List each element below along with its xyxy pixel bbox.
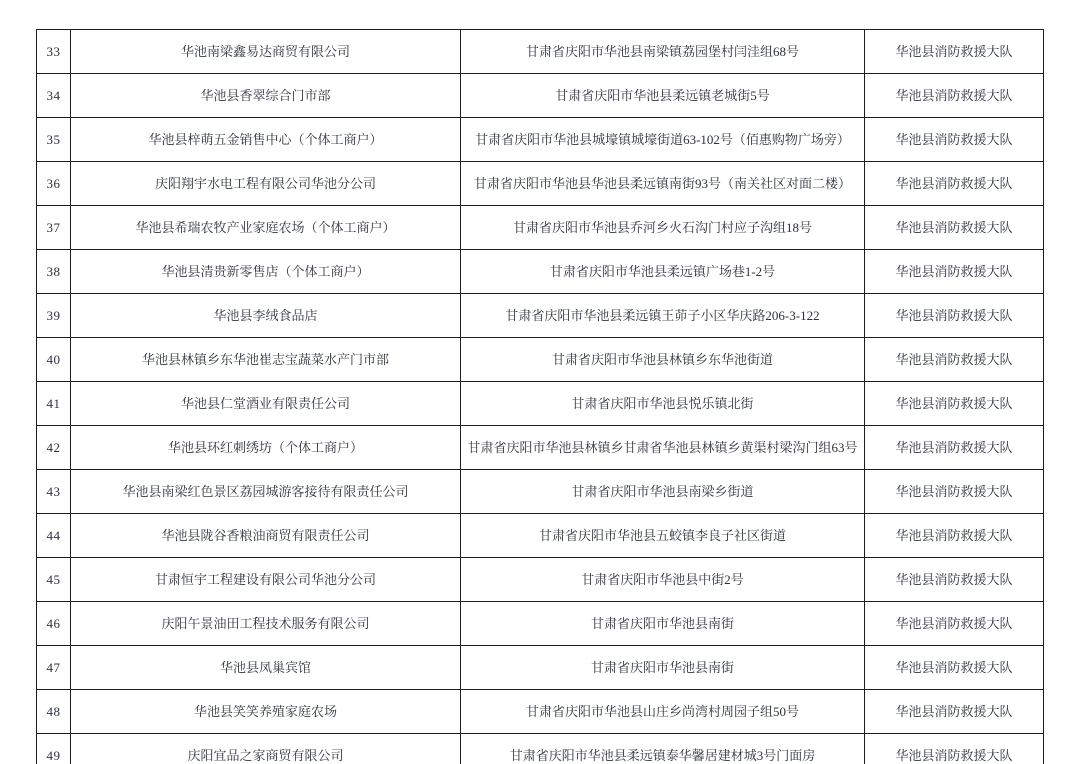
fire-brigade-cell: 华池县消防救援大队 <box>865 30 1044 74</box>
company-address-cell: 甘肃省庆阳市华池县乔河乡火石沟门村应子沟组18号 <box>461 206 865 250</box>
company-name-cell: 华池县陇谷香粮油商贸有限责任公司 <box>71 514 461 558</box>
fire-brigade-cell: 华池县消防救援大队 <box>865 338 1044 382</box>
fire-brigade-cell: 华池县消防救援大队 <box>865 602 1044 646</box>
row-number-cell: 45 <box>37 558 71 602</box>
company-name-cell: 华池南梁鑫易达商贸有限公司 <box>71 30 461 74</box>
table-row <box>37 690 1044 734</box>
table-row <box>37 250 1044 294</box>
company-address-cell: 甘肃省庆阳市华池县柔远镇广场巷1-2号 <box>461 250 865 294</box>
row-number-cell: 36 <box>37 162 71 206</box>
table-row <box>37 602 1044 646</box>
table-row <box>37 646 1044 690</box>
company-address-cell: 甘肃省庆阳市华池县五蛟镇李良子社区街道 <box>461 514 865 558</box>
fire-brigade-cell: 华池县消防救援大队 <box>865 74 1044 118</box>
company-name-cell: 华池县香翠综合门市部 <box>71 74 461 118</box>
fire-brigade-cell: 华池县消防救援大队 <box>865 514 1044 558</box>
table-row <box>37 558 1044 602</box>
company-address-cell: 甘肃省庆阳市华池县华池县柔远镇南街93号（南关社区对面二楼） <box>461 162 865 206</box>
company-name-cell: 华池县林镇乡东华池崔志宝蔬菜水产门市部 <box>71 338 461 382</box>
row-number-cell: 34 <box>37 74 71 118</box>
fire-brigade-cell: 华池县消防救援大队 <box>865 646 1044 690</box>
row-number-cell: 35 <box>37 118 71 162</box>
row-number-cell: 39 <box>37 294 71 338</box>
fire-brigade-cell: 华池县消防救援大队 <box>865 118 1044 162</box>
table-row <box>37 338 1044 382</box>
table-row <box>37 470 1044 514</box>
row-number-cell: 33 <box>37 30 71 74</box>
fire-brigade-cell: 华池县消防救援大队 <box>865 162 1044 206</box>
table-row <box>37 30 1044 74</box>
fire-brigade-cell: 华池县消防救援大队 <box>865 734 1044 764</box>
table-row <box>37 426 1044 470</box>
table-row <box>37 382 1044 426</box>
company-address-cell: 甘肃省庆阳市华池县柔远镇老城街5号 <box>461 74 865 118</box>
fire-brigade-cell: 华池县消防救援大队 <box>865 426 1044 470</box>
fire-brigade-cell: 华池县消防救援大队 <box>865 206 1044 250</box>
company-name-cell: 华池县希瑞农牧产业家庭农场（个体工商户） <box>71 206 461 250</box>
company-address-cell: 甘肃省庆阳市华池县柔远镇泰华馨居建材城3号门面房 <box>461 734 865 764</box>
fire-brigade-cell: 华池县消防救援大队 <box>865 690 1044 734</box>
table-row <box>37 294 1044 338</box>
table-row <box>37 734 1044 764</box>
company-name-cell: 华池县仁堂酒业有限责任公司 <box>71 382 461 426</box>
company-address-cell: 甘肃省庆阳市华池县悦乐镇北街 <box>461 382 865 426</box>
row-number-cell: 48 <box>37 690 71 734</box>
table-row <box>37 118 1044 162</box>
company-name-cell: 甘肃恒宇工程建设有限公司华池分公司 <box>71 558 461 602</box>
company-address-cell: 甘肃省庆阳市华池县林镇乡甘肃省华池县林镇乡黄渠村梁沟门组63号 <box>461 426 865 470</box>
row-number-cell: 38 <box>37 250 71 294</box>
company-name-cell: 华池县南梁红色景区荔园城游客接待有限责任公司 <box>71 470 461 514</box>
row-number-cell: 47 <box>37 646 71 690</box>
company-name-cell: 华池县环红刺绣坊（个体工商户） <box>71 426 461 470</box>
company-name-cell: 华池县笑笑养殖家庭农场 <box>71 690 461 734</box>
company-address-cell: 甘肃省庆阳市华池县南梁镇荔园堡村闫洼组68号 <box>461 30 865 74</box>
fire-brigade-cell: 华池县消防救援大队 <box>865 250 1044 294</box>
table-row <box>37 162 1044 206</box>
row-number-cell: 37 <box>37 206 71 250</box>
company-address-cell: 甘肃省庆阳市华池县城壕镇城壕街道63-102号（佰惠购物广场旁） <box>461 118 865 162</box>
company-address-cell: 甘肃省庆阳市华池县南梁乡街道 <box>461 470 865 514</box>
table-row <box>37 514 1044 558</box>
row-number-cell: 41 <box>37 382 71 426</box>
row-number-cell: 43 <box>37 470 71 514</box>
fire-brigade-cell: 华池县消防救援大队 <box>865 470 1044 514</box>
company-address-cell: 甘肃省庆阳市华池县柔远镇王茆子小区华庆路206-3-122 <box>461 294 865 338</box>
row-number-cell: 40 <box>37 338 71 382</box>
fire-brigade-cell: 华池县消防救援大队 <box>865 382 1044 426</box>
business-registry-table <box>36 29 1044 764</box>
company-name-cell: 华池县梓萌五金销售中心（个体工商户） <box>71 118 461 162</box>
company-address-cell: 甘肃省庆阳市华池县南街 <box>461 646 865 690</box>
company-name-cell: 庆阳午景油田工程技术服务有限公司 <box>71 602 461 646</box>
row-number-cell: 44 <box>37 514 71 558</box>
table-row <box>37 206 1044 250</box>
company-address-cell: 甘肃省庆阳市华池县林镇乡东华池街道 <box>461 338 865 382</box>
company-address-cell: 甘肃省庆阳市华池县中街2号 <box>461 558 865 602</box>
company-name-cell: 庆阳宜品之家商贸有限公司 <box>71 734 461 764</box>
row-number-cell: 42 <box>37 426 71 470</box>
company-address-cell: 甘肃省庆阳市华池县南街 <box>461 602 865 646</box>
company-name-cell: 华池县清贵新零售店（个体工商户） <box>71 250 461 294</box>
row-number-cell: 49 <box>37 734 71 764</box>
fire-brigade-cell: 华池县消防救援大队 <box>865 294 1044 338</box>
company-name-cell: 庆阳翔宇水电工程有限公司华池分公司 <box>71 162 461 206</box>
row-number-cell: 46 <box>37 602 71 646</box>
table-row <box>37 74 1044 118</box>
company-name-cell: 华池县凤巢宾馆 <box>71 646 461 690</box>
company-name-cell: 华池县李绒食品店 <box>71 294 461 338</box>
table-body <box>37 30 1044 764</box>
fire-brigade-cell: 华池县消防救援大队 <box>865 558 1044 602</box>
company-address-cell: 甘肃省庆阳市华池县山庄乡尚湾村周园子组50号 <box>461 690 865 734</box>
